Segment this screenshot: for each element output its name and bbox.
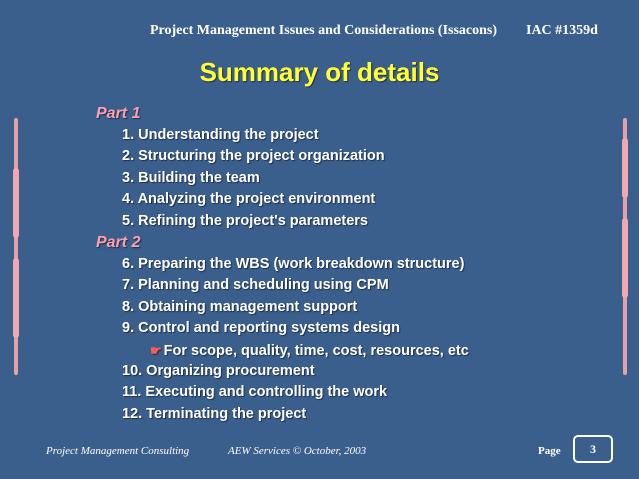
pointing-hand-icon: ☛ — [150, 342, 162, 358]
page-number-box: 3 — [573, 435, 613, 463]
sub-list-item-text: For scope, quality, time, cost, resources, etc — [163, 342, 469, 359]
footer-credit: AEW Services © October, 2003 — [228, 445, 367, 457]
list-item: 10. Organizing procurement — [122, 362, 315, 379]
list-item: 3. Building the team — [122, 169, 260, 186]
list-item: 12. Terminating the project — [122, 405, 307, 422]
left-decorative-bar — [14, 118, 18, 375]
header-code: IAC #1359d — [526, 23, 598, 38]
list-item: 5. Refining the project's parameters — [122, 212, 368, 229]
list-item: 8. Obtaining management support — [122, 298, 358, 315]
part-heading: Part 1 — [96, 105, 141, 122]
list-item: 7. Planning and scheduling using CPM — [122, 277, 389, 294]
list-item: 2. Structuring the project organization — [122, 148, 385, 165]
slide-content — [96, 103, 596, 425]
footer-org: Project Management Consulting — [46, 445, 190, 457]
list-item: 1. Understanding the project — [122, 127, 319, 143]
list-item: 4. Analyzing the project environment — [122, 191, 376, 208]
slide-title: Summary of details — [199, 57, 440, 87]
slide-footer — [0, 442, 639, 462]
slide-header — [0, 23, 639, 43]
list-item: 6. Preparing the WBS (work breakdown structure) — [122, 255, 465, 272]
list-item: 11. Executing and controlling the work — [122, 384, 388, 401]
sub-list-item — [96, 340, 596, 361]
list-item: 9. Control and reporting systems design — [122, 320, 400, 337]
part-heading: Part 2 — [96, 233, 141, 251]
header-title: Project Management Issues and Considerations (Issacons) — [150, 23, 498, 38]
right-decorative-bar — [623, 118, 627, 375]
page-label: Page — [538, 445, 561, 457]
